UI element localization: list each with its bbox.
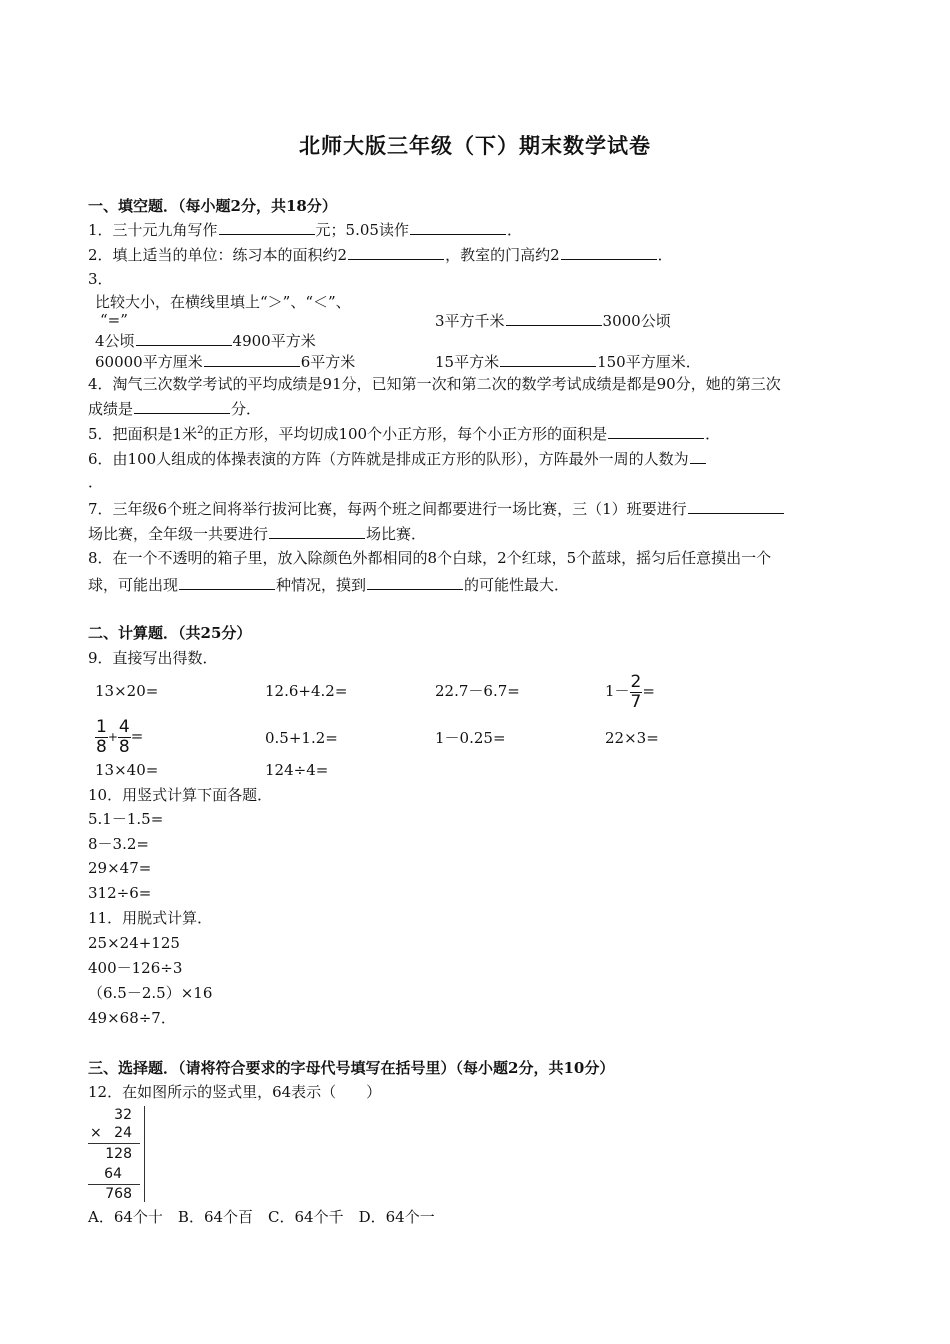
calc-prefix: 1－	[605, 682, 630, 700]
answer-blank[interactable]	[179, 574, 275, 590]
numerator: 4	[118, 716, 130, 737]
q3-r2a: 4公顷	[95, 332, 135, 350]
q5-text-b: 的正方形，平均切成100个小正方形，每个小正方形的面积是	[203, 425, 608, 443]
question-11-label: 11．用脱式计算．	[88, 909, 213, 927]
section-3-heading: 三、选择题．（请将符合要求的字母代号填写在括号里）（每小题2分，共10分）	[88, 1059, 615, 1077]
q3-compare-2	[95, 330, 316, 351]
calc-item: 12.6+4.2=	[265, 682, 348, 700]
q1-text-b: 元；5.05读作	[315, 221, 409, 239]
q7-text: 7．三年级6个班之间将举行拔河比赛，每两个班之间都要进行一场比赛，三（1）班要进行	[88, 500, 687, 518]
answer-blank[interactable]	[136, 330, 232, 346]
plus-sign: +	[107, 730, 118, 744]
q4-text-b: 分．	[231, 400, 262, 418]
q2-text-a: 2．填上适当的单位：练习本的面积约2	[88, 246, 348, 264]
question-6-line-1	[88, 448, 707, 469]
question-5	[88, 423, 720, 444]
step-calc-item: 25×24+125	[88, 934, 180, 952]
denominator: 8	[96, 736, 107, 757]
q3-r1b: 3000公顷	[602, 312, 671, 330]
section-1-heading: 一、填空题．（每小题2分，共18分）	[88, 197, 337, 215]
answer-blank[interactable]	[219, 219, 315, 235]
answer-blank[interactable]	[134, 398, 230, 414]
q5-text-c: ．	[705, 425, 721, 443]
product: 768	[105, 1186, 132, 1202]
step-calc-item: 400－126÷3	[88, 959, 183, 977]
answer-blank[interactable]	[506, 310, 602, 326]
rule-line	[88, 1143, 140, 1144]
question-1	[88, 219, 522, 240]
fraction-1-8	[95, 718, 108, 757]
question-8-line-2	[88, 574, 569, 595]
question-3-intro: 比较大小，在横线里填上“＞”、“＜”、	[95, 293, 351, 311]
q3-r1a: 3平方千米	[435, 312, 505, 330]
partial-product-2: 64	[104, 1166, 122, 1182]
q3-r3c: 15平方米	[435, 353, 500, 371]
answer-blank[interactable]	[608, 423, 704, 439]
q5-superscript: 2	[197, 425, 204, 436]
answer-blank[interactable]	[410, 219, 506, 235]
q7-text-a: 场比赛，全年级一共要进行	[88, 525, 269, 543]
question-3-number: 3．	[88, 270, 113, 288]
answer-blank[interactable]	[500, 351, 596, 367]
q3-compare-4	[435, 351, 701, 372]
answer-blank[interactable]	[367, 574, 463, 590]
question-3-intro-eq: “=”	[100, 311, 128, 329]
answer-blank[interactable]	[688, 498, 784, 514]
calc-item: 13×40=	[95, 761, 159, 779]
vertical-multiplication-figure	[88, 1106, 146, 1202]
section-2-heading: 二、计算题．（共25分）	[88, 624, 252, 642]
fraction-2-7	[630, 673, 643, 712]
q6-text: 6．由100人组成的体操表演的方阵（方阵就是排成正方形的队形），方阵最外一周的人数为	[88, 450, 689, 468]
step-calc-item: （6.5－2.5）×16	[88, 984, 213, 1002]
calc-item: 22×3=	[605, 729, 659, 747]
vertical-calc-item: 5.1－1.5=	[88, 810, 164, 828]
numerator: 2	[630, 671, 642, 692]
q8-text-a: 球，可能出现	[88, 576, 179, 594]
vertical-calc-item: 312÷6=	[88, 884, 152, 902]
page-title: 北师大版三年级（下）期末数学试卷	[299, 133, 651, 158]
calc-item: 1－0.25=	[435, 729, 506, 747]
q3-r3d: 150平方厘米．	[597, 353, 701, 371]
q2-text-b: ，教室的门高约2	[445, 246, 560, 264]
answer-blank[interactable]	[348, 244, 444, 260]
q3-compare-3	[95, 351, 355, 372]
calc-item: 0.5+1.2=	[265, 729, 338, 747]
multiplicand: 32	[114, 1107, 132, 1123]
fraction-4-8	[118, 718, 131, 757]
q3-r3a: 60000平方厘米	[95, 353, 203, 371]
calc-item-fraction-sum	[95, 714, 143, 759]
denominator: 7	[630, 691, 642, 712]
question-4-line-1: 4．淘气三次数学考试的平均成绩是91分，已知第一次和第二次的数学考试成绩是都是90分，她的第三次	[88, 375, 781, 393]
q1-text-a: 1．三十元九角写作	[88, 221, 218, 239]
question-8-line-1: 8．在一个不透明的箱子里，放入除颜色外都相同的8个白球，2个红球，5个蓝球，摇匀后任意摸出一个	[88, 549, 772, 567]
q4-text-a: 成绩是	[88, 400, 134, 418]
q3-compare-1	[435, 310, 671, 331]
answer-blank[interactable]	[561, 244, 657, 260]
q3-r3b: 6平方米	[300, 353, 356, 371]
question-12-options: A．64个十 B．64个百 C．64个千 D．64个一	[88, 1208, 435, 1226]
q5-text-a: 5．把面积是1米	[88, 425, 198, 443]
question-12-label: 12．在如图所示的竖式里，64表示（ ）	[88, 1083, 382, 1101]
question-4-line-2	[88, 398, 261, 419]
q8-text-b: 种情况，摸到	[276, 576, 367, 594]
numerator: 1	[96, 716, 107, 737]
q3-r2b: 4900平方米	[232, 332, 316, 350]
partial-product-1: 128	[105, 1146, 132, 1162]
q1-text-c: ．	[506, 221, 522, 239]
question-2	[88, 244, 673, 265]
answer-blank[interactable]	[269, 523, 365, 539]
question-7-line-2	[88, 523, 426, 544]
answer-blank[interactable]	[690, 448, 706, 464]
question-10-label: 10．用竖式计算下面各题．	[88, 786, 273, 804]
calc-item: 13×20=	[95, 682, 159, 700]
question-9-label: 9．直接写出得数．	[88, 649, 218, 667]
equals-sign: =	[130, 727, 144, 745]
calc-item: 124÷4=	[265, 761, 329, 779]
q8-text-c: 的可能性最大．	[464, 576, 570, 594]
calc-item-fraction	[605, 670, 655, 712]
vertical-calc-item: 29×47=	[88, 859, 152, 877]
equals-sign: =	[642, 682, 655, 700]
step-calc-item: 49×68÷7．	[88, 1009, 176, 1027]
q2-text-c: ．	[657, 246, 673, 264]
question-7-line-1	[88, 498, 785, 519]
figure-border	[144, 1106, 145, 1202]
denominator: 8	[118, 736, 130, 757]
q7-text-b: 场比赛．	[366, 525, 427, 543]
answer-blank[interactable]	[204, 351, 300, 367]
times-sign: ×	[90, 1125, 102, 1141]
question-6-line-2: ．	[88, 473, 104, 491]
vertical-calc-item: 8－3.2=	[88, 835, 149, 853]
calc-item: 22.7－6.7=	[435, 682, 520, 700]
multiplier: 24	[114, 1125, 132, 1141]
